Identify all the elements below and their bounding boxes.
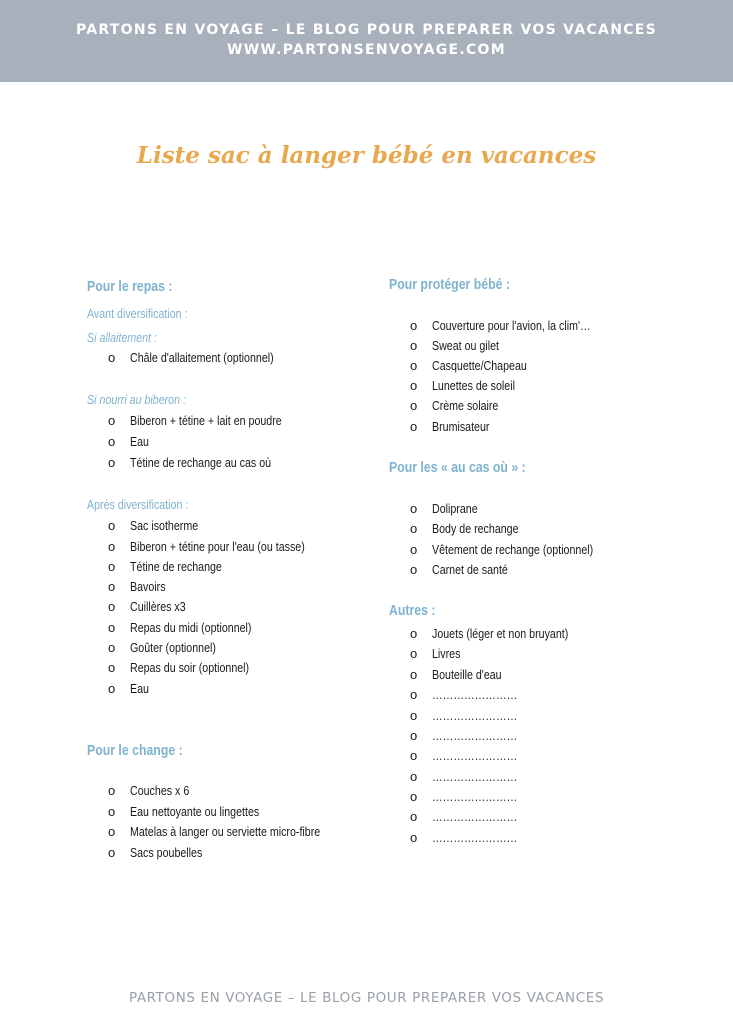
header-blog-name: PARTONS EN VOYAGE – LE BLOG POUR PREPARER VOS VACANCES — [75, 22, 658, 38]
page-title: Liste sac à langer bébé en vacances — [136, 142, 597, 169]
section-title-repas: Pour le repas : — [87, 278, 173, 295]
header-website: WWW.PARTONSENVOYAGE.COM — [226, 42, 506, 58]
section-title-proteger: Pour protéger bébé : — [389, 276, 510, 293]
subtitle-avant-diversification: Avant diversification : — [87, 306, 188, 321]
subtitle-apres-diversification: Après diversification : — [87, 497, 189, 512]
page-footer: PARTONS EN VOYAGE – LE BLOG POUR PREPARER VOS VACANCES — [128, 990, 605, 1006]
section-title-change: Pour le change : — [87, 742, 183, 759]
subtitle-biberon: Si nourri au biberon : — [87, 392, 186, 407]
subtitle-allaitement: Si allaitement : — [87, 330, 157, 345]
page-header — [0, 0, 733, 82]
section-title-au-cas-ou: Pour les « au cas où » : — [389, 459, 526, 476]
section-title-autres: Autres : — [389, 602, 436, 619]
